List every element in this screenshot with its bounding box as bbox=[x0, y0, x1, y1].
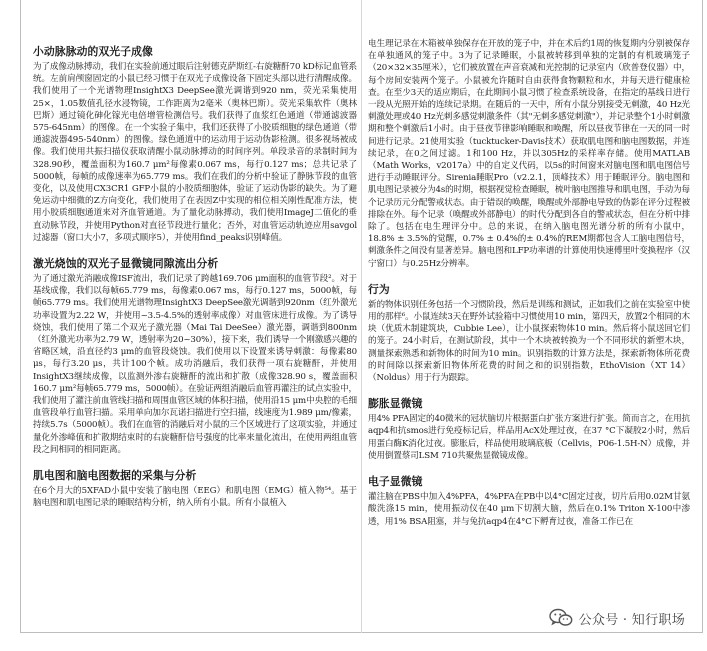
section-eeg-emg bbox=[33, 468, 357, 509]
section-expansion-microscopy bbox=[368, 396, 690, 462]
right-column bbox=[368, 38, 690, 613]
watermark bbox=[549, 608, 685, 628]
watermark-text: 公众号 · 知行职场 bbox=[578, 612, 685, 628]
section-title: 膨胀显微镜 bbox=[368, 397, 423, 411]
section-behavior bbox=[368, 282, 690, 384]
section-title: 行为 bbox=[368, 282, 390, 296]
section-title: 肌电图和脑电图数据的采集与分析 bbox=[33, 469, 197, 483]
section-eeg-continued bbox=[368, 38, 690, 270]
section-arteriole-imaging bbox=[33, 44, 357, 244]
section-body: 灌注脑在PBS中加入4%PFA，4%PFA在PB中以4°C固定过夜，切片后用0.02M甘氨酸洗涤15 min，使用振动仪在40 μm下切割大脑，然后在0.1% Triton X-100中渗透，用1% BSA阻塞，并与兔抗aqp4在4°C下孵育过夜，准备工作已在 bbox=[368, 492, 690, 527]
section-body: 在6个月大的5XFAD小鼠中安装了脑电图（EEG）和肌电图（EMG）植入物⁵⁴。基于脑电图和肌电图记录的睡眠结构分析，纳入所有小鼠。所有小鼠植入 bbox=[33, 486, 357, 509]
section-body: 用4% PFA固定的40微米的冠状脑切片根据蛋白扩张方案进行扩张。简而言之，在用抗aqp4和抗smos进行免疫标记后，样品用AcX处理过夜，在37 °C下凝胶2小时，然后用蛋白酶K消化过夜。膨胀后，样品使用玻璃底板（Cellvis，P06-1.5H-N）成像，并使用倒置蔡司LSM 710共聚焦显微镜成像。 bbox=[368, 414, 690, 461]
section-laser-ablation bbox=[33, 256, 357, 456]
column-divider bbox=[361, 0, 362, 633]
section-title: 电子显微镜 bbox=[368, 475, 423, 489]
section-body: 新的物体识别任务包括一个习惯阶段，然后是训练和测试，正如我们之前在实验室中使用的那样⁶。小鼠连续3天在野外试验箱中习惯使用10 min，第四天，放置2个相同的木块（优质木制建筑块，Cubbie Lee），让小鼠探索物体10 min。然后将小鼠送回它们的笼子。24小时后，在测试阶段，其中一个木块被转换为一个不同形状的新塑木块，测量探索熟悉和新物体的时间为10 min。识别指数的计算方法是，探索新物体所花费的时间除以探索新旧物体所花费的时间之和的识别指数，EthoVision（XT 14）（Noldus）用于行为跟踪。 bbox=[368, 299, 690, 384]
section-body: 为了成像动脉搏动，我们在实验前通过眼后注射德克萨斯红-右旋糖酐70 kD标记血管系统。左前肩颅窗固定的小鼠已经习惯于在双光子成像设备下固定头部以进行清醒成像。我们使用了一个光谱物理InsightX3 DeepSee激光调谐到920 nm，荧光采集使用25×，1.05数值孔径水浸物镜，工作距离为2毫米（奥林巴斯）。荧光采集软件（奥林巴斯）通过镜化砷化镓光电倍增管检测信号。我们获得了血浆红色通道（带通滤波器575-645nm）的图像。在一个实验子集中，我们还获得了小胶质细胞的绿色通道（带通滤波器495-540nm）的图像。绿色通道中的运动用于运动伪影检测。很多视场被成像。我们使用共振扫描仪获取清醒小鼠动脉搏动的时间序列。单段录音的录制时间为328.90秒，覆盖面积为160.7 μm²每像素0.067 ms，每行0.127 ms；总共记录了5000帧，每帧的成像速率为65.779 ms。我们在我们的分析中验证了静脉节段的血管变化，以及使用CX3CR1 GFP小鼠的小胶质细胞体，验证了运动伪影的缺失。为了避免运动中细微的Z方向变化，我们使用了在表因Z中实现的相位相关刚性配准方法，使用小胶质细胞通道来对齐血管通道。为了量化动脉搏动，我们使用ImageJ二值化的垂直动脉节段，并使用Python对直径节段进行量化；否外，对血管运动轨迹应用savgol过滤器（窗口大小7，多项式顺序5），并使用find_peaks识别峰值。 bbox=[33, 62, 357, 243]
wechat-icon bbox=[549, 608, 573, 628]
section-title: 小动脉脉动的双光子成像 bbox=[33, 45, 153, 58]
section-body: 电生理记录在木箱被单独保存在开放的笼子中，并在术后约1周的恢复期内分别被保存在单独通风的笼子中。3为了记录睡眠，小鼠被转移到单独的定制的有机玻璃笼子（20×32×35厘米），它们被放置在声音衰减和光控制的记录室内（欣普登仪器）中，每个房间安装两个笼子。小鼠被允许随时自由获得食物颗粒和水，并每天进行健康检查。在至少3天的适应期后，在此期间小鼠习惯了检查系统设备，在指定的基线日进行一段从光照开始的连续记录期。在随后的一天中，所有小鼠分别接受无刺激，40 Hz光刺激处理或40 Hz光刺多感觉刺激条件（其"无刺多感觉刺激"），并记录整个1小时刺激期和整个刺激后1小时。由于昼夜节律影响睡眠和唤醒，所以昼夜节律在一天的同一时间进行记录。21使用实验（tucktucker-Davis技术）获取肌电图和脑电图数据，并连续记录，在0之间过滤。1和100 Hz，并以305Hz的采样率存储。使用MATLAB（Math Works，v2017a）中的自定义代码，以5s的时间窗来对脑电图和肌电图信号进行手动睡眠评分。Sirenia睡眠Pro（v2.2.1，顶峰技术）用于睡眠评分。脑电图和肌电图记录被分为4s的时期，根据视觉检查睡眠，梳叶脑电图推导和肌电图，手动为每个记录历元分配警戒状态。由于错误的唤醒，唤醒或外部静电导致的伪影在评分过程被排除在外。每个记录（唤醒或外部静电）的时代分配到各自的警戒状态，但在分析中排除了。包括在电生理评分中。总的来说，在纳入脑电图光谱分析的所有小鼠中，18.8% ± 3.5%的觉醒，0.7% ± 0.4%的± 0.4%的REM期都包含人工脑电图信号，刺激条件之间没有显著差异。脑电图和LFP功率谱的计算使用快速傅里叶变换程序（汉宁窗口）与0.25Hz分辨率。 bbox=[368, 39, 690, 269]
left-column bbox=[33, 44, 357, 619]
section-body: 为了通过激光消融成像ISF流出，我们记录了跨越169.706 μm面积的血管节段²。对于基线成像，我们以每帧65.779 ms，每像素0.067 ms，每行0.127 ms，5000帧，每帧65.779 ms。我们使用光谱物理InsightX3 DeepSee激光调谐到920nm（红外激光功率设置为2.22 W，并使用~3.5-4.5%的透射率成像）对血管床进行成像。为了诱导烧蚀，我们使用了第二个双光子激光器（Mai Tai DeeSee）激光器，调谐到800nm（红外激光功率为2.79 W，透射率为20~30%），接下来，我们诱导一个刚激感兴趣的省略区域，沿直径约3 μm的血管段烧蚀。我们使用以下设置来诱导刺激：每像素80 μs，每行3.20 μs，共计100个帧。成功消融后，我们获得一项右旋糖酐，并使用InsightX3继续成像，以监测外渗右旋糖酐的流出和扩散（成像328.90 s，覆盖面积160.7 μm²每帧65.779 ms，5000帧）。在验证两组消融后血管再灌注的试点实验中，我们使用了灌注前血管线扫描和周围血管区域的体积扫描，使用沿15 μm中央腔的毛细血管段单行血管扫描。采用单向加尔瓦诺扫描进行空扫描，线速度为1.989 μm/像素，持续5.7s（5000帧）。我们在血管的消融后对小鼠的三个区域进行了这项实验，并通过量化外渗峰值和扩散期结束时的右旋糖酐信号强度的比率来量化流出，在使用两组血管段之间相同的相同距离。 bbox=[33, 274, 357, 455]
section-electron-microscopy bbox=[368, 474, 690, 528]
section-title: 激光烧蚀的双光子显微镜同隙流出分析 bbox=[33, 257, 219, 271]
